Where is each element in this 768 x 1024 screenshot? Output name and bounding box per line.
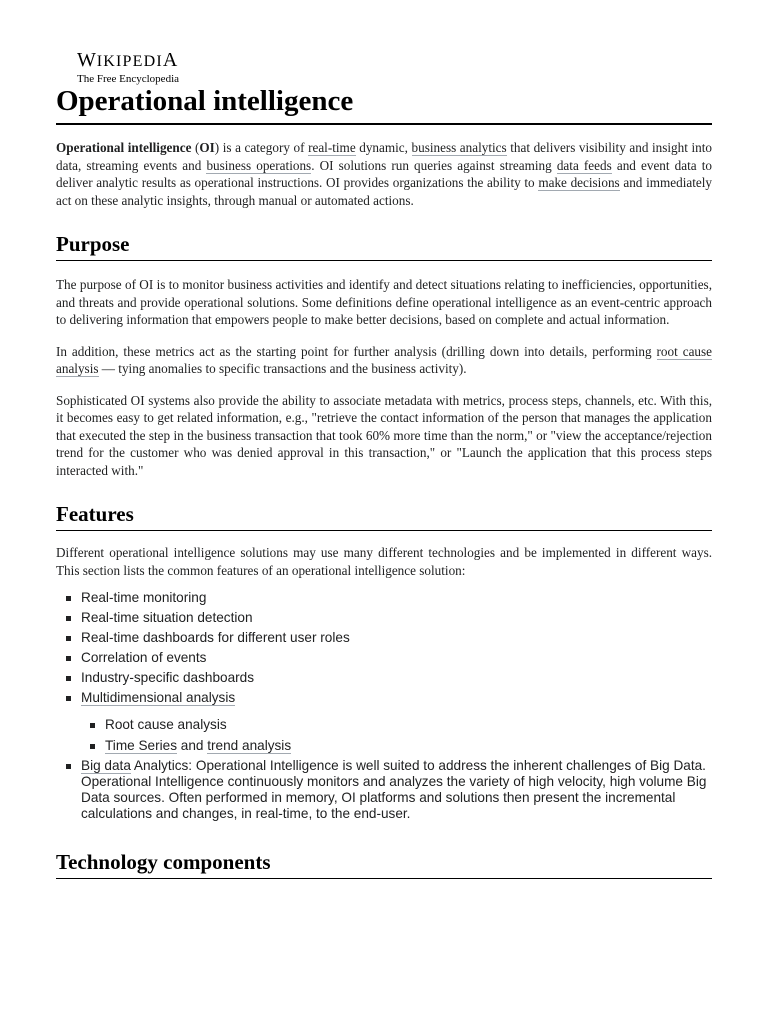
list-item: Industry-specific dashboards [56, 670, 712, 686]
link-big-data[interactable]: Big data [81, 758, 131, 773]
link-business-operations[interactable]: business operations [206, 157, 312, 173]
list-item-multidimensional [56, 690, 712, 754]
link-business-analytics[interactable]: business analytics [411, 140, 507, 155]
page-title: Operational intelligence [56, 83, 712, 125]
intro-paragraph: Operational intelligence (OI) is a category of real-time dynamic, business analytics that delivers visibility and insight into data, streaming events and business operations. OI solutions run queries against streaming data feeds and event data to deliver analytic results as operational instructions. OI provides organizations the ability to make decisions and immediately act on these analytic insights, through manual or automated actions. [56, 140, 712, 208]
intro-term: Operational intelligence [56, 140, 192, 155]
link-root-cause-analysis[interactable]: root cause analysis [56, 343, 713, 376]
link-multidimensional-analysis[interactable]: Multidimensional analysis [81, 690, 236, 705]
link-trend-analysis[interactable]: trend analysis [207, 738, 292, 753]
purpose-paragraph-1: The purpose of OI is to monitor business activities and identify and detect situations relating to inefficiencies, opportunities, and threats and provide operational solutions. Some definitions define operational intelligence as an event-centric approach to delivering information that empowers people to make better decisions, based on complete and actual information. [56, 277, 712, 327]
list-item-big-data: Big data Analytics: Operational Intelligence is well suited to address the inherent challenges of Big Data. Operational Intelligence continuously monitors and analyzes the variety of high velocity, high volume Big Data sources. Often performed in memory, OI platforms and solutions then present the incremental calculations and changes, in real-time, to the end-user. [56, 758, 712, 822]
sub-list [81, 717, 712, 754]
list-item-time-series: Time Series and trend analysis [81, 738, 712, 754]
wikipedia-logo[interactable] [77, 50, 217, 85]
heading-purpose: Purpose [56, 231, 712, 261]
wikipedia-wordmark: WIKIPEDIA [77, 49, 179, 71]
list-item: Real-time situation detection [56, 610, 712, 626]
list-item: Real-time dashboards for different user roles [56, 630, 712, 646]
heading-technology-components: Technology components [56, 849, 712, 879]
purpose-paragraph-3: Sophisticated OI systems also provide the ability to associate metadata with metrics, process steps, channels, etc. With this, it becomes easy to get related information, e.g., "retrieve the contact information of the person that manages the application that executed the step in the business transaction that took 60% more time than the norm," or "view the acceptance/rejection trend for the customer who was denied approval in this transaction," or "Launch the application that this process steps interacted with." [56, 392, 712, 478]
article-content [56, 83, 712, 879]
link-data-feeds[interactable]: data feeds [556, 157, 612, 173]
features-intro-paragraph: Different operational intelligence solutions may use many different technologies and be implemented in different ways. This section lists the common features of an operational intelligence solution: [56, 545, 712, 578]
link-time-series[interactable]: Time Series [105, 738, 178, 753]
heading-features: Features [56, 501, 712, 531]
list-item: Real-time monitoring [56, 590, 712, 606]
link-make-decisions[interactable]: make decisions [538, 175, 620, 190]
intro-abbr: OI [199, 140, 215, 155]
wikipedia-tagline: The Free Encyclopedia [77, 73, 180, 85]
link-real-time[interactable]: real-time [308, 140, 356, 155]
features-list [56, 590, 712, 822]
list-item: Correlation of events [56, 650, 712, 666]
list-item: Root cause analysis [81, 717, 712, 733]
purpose-paragraph-2: In addition, these metrics act as the starting point for further analysis (drilling down into details, performing root cause analysis — tying anomalies to specific transactions and the business activity). [56, 343, 713, 376]
